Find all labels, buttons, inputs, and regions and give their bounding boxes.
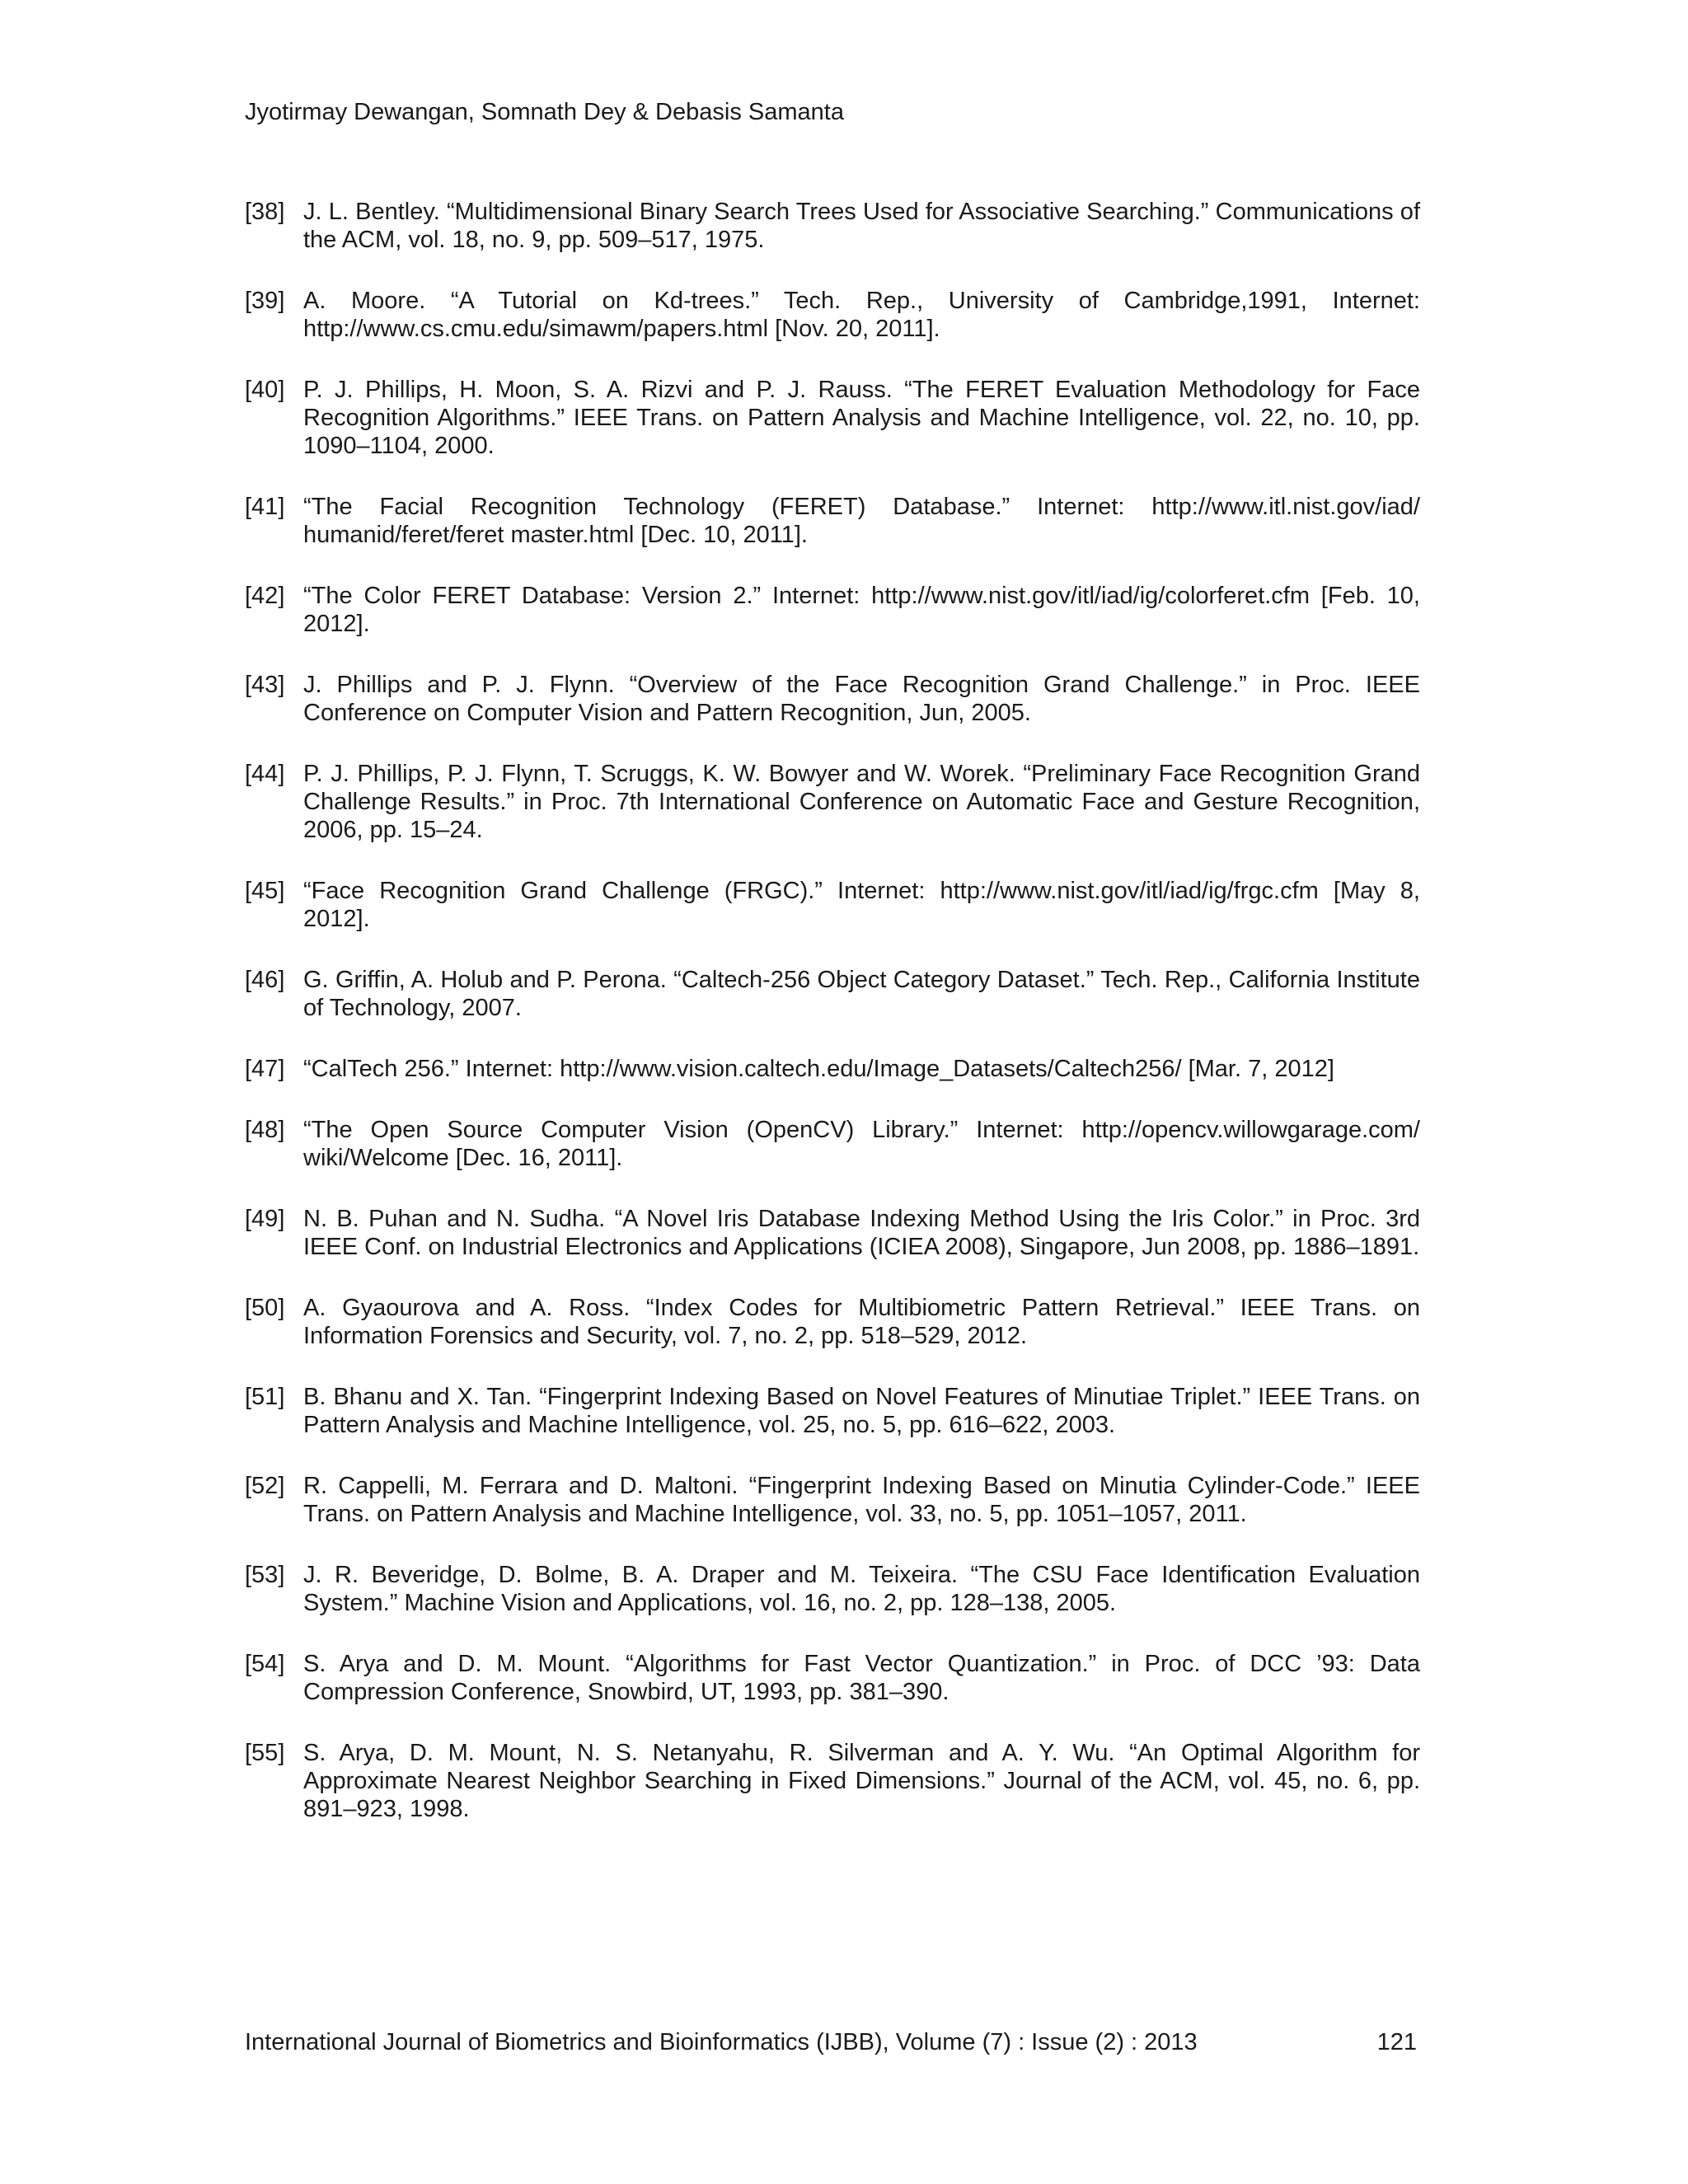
reference-item bbox=[245, 1650, 1420, 1706]
reference-number: [44] bbox=[245, 761, 285, 787]
reference-number: [42] bbox=[245, 583, 285, 609]
reference-item bbox=[245, 760, 1420, 844]
reference-item bbox=[245, 1205, 1420, 1261]
reference-item bbox=[245, 1472, 1420, 1528]
reference-number: [53] bbox=[245, 1562, 285, 1588]
reference-item bbox=[245, 1739, 1420, 1823]
reference-text: “The Facial Recognition Technology (FERET) Database.” Internet: http://www.itl.nist.gov/iad/ humanid/feret/feret master.html [Dec. 10, 2011]. bbox=[303, 494, 1420, 548]
reference-item bbox=[245, 1294, 1420, 1350]
reference-text: N. B. Puhan and N. Sudha. “A Novel Iris Database Indexing Method Using the Iris Color.” in Proc. 3rd IEEE Conf. on Industrial Electronics and Applications (ICIEA 2008), Singapore, Jun 2008, pp. 1886–1891. bbox=[303, 1206, 1420, 1260]
reference-text: “The Color FERET Database: Version 2.” Internet: http://www.nist.gov/itl/iad/ig/colorferet.cfm [Feb. 10, 2012]. bbox=[303, 583, 1420, 637]
reference-item bbox=[245, 198, 1420, 254]
reference-text: A. Gyaourova and A. Ross. “Index Codes for Multibiometric Pattern Retrieval.” IEEE Trans. on Information Forensics and Security, vol. 7, no. 2, pp. 518–529, 2012. bbox=[303, 1295, 1420, 1349]
reference-number: [49] bbox=[245, 1206, 285, 1232]
reference-item bbox=[245, 493, 1420, 549]
reference-text: P. J. Phillips, H. Moon, S. A. Rizvi and P. J. Rauss. “The FERET Evaluation Methodology for Face Recognition Algorithms.” IEEE Trans. on Pattern Analysis and Machine Intelligence, vol. 22, no. 10, pp. 1090–1104, 2000. bbox=[303, 377, 1420, 459]
reference-number: [41] bbox=[245, 494, 285, 520]
reference-number: [50] bbox=[245, 1295, 285, 1321]
reference-item bbox=[245, 582, 1420, 638]
reference-text: J. L. Bentley. “Multidimensional Binary Search Trees Used for Associative Searching.” Communications of the ACM, vol. 18, no. 9, pp. 509–517, 1975. bbox=[303, 199, 1420, 253]
reference-item bbox=[245, 287, 1420, 343]
reference-number: [45] bbox=[245, 878, 285, 904]
reference-text: S. Arya, D. M. Mount, N. S. Netanyahu, R. Silverman and A. Y. Wu. “An Optimal Algorithm for Approximate Nearest Neighbor Searching in Fixed Dimensions.” Journal of the ACM, vol. 45, no. 6, pp. 891–923, 1998. bbox=[303, 1740, 1420, 1822]
reference-item bbox=[245, 671, 1420, 727]
reference-item bbox=[245, 1116, 1420, 1172]
reference-item bbox=[245, 1055, 1420, 1083]
running-header: Jyotirmay Dewangan, Somnath Dey & Debasis Samanta bbox=[245, 99, 844, 125]
reference-number: [55] bbox=[245, 1740, 285, 1766]
reference-number: [39] bbox=[245, 288, 285, 314]
page-number: 121 bbox=[1376, 2029, 1417, 2055]
reference-number: [54] bbox=[245, 1651, 285, 1677]
reference-text: G. Griffin, A. Holub and P. Perona. “Caltech-256 Object Category Dataset.” Tech. Rep., California Institute of Technology, 2007. bbox=[303, 967, 1420, 1021]
reference-text: A. Moore. “A Tutorial on Kd-trees.” Tech. Rep., University of Cambridge,1991, Internet: http://www.cs.cmu.edu/simawm/papers.html [Nov. 20, 2011]. bbox=[303, 288, 1420, 342]
reference-text: “CalTech 256.” Internet: http://www.vision.caltech.edu/Image_Datasets/Caltech256/ [Mar. 7, 2012] bbox=[303, 1056, 1334, 1082]
reference-item bbox=[245, 1561, 1420, 1617]
reference-text: B. Bhanu and X. Tan. “Fingerprint Indexing Based on Novel Features of Minutiae Triplet.” IEEE Trans. on Pattern Analysis and Machine Intelligence, vol. 25, no. 5, pp. 616–622, 2003. bbox=[303, 1384, 1420, 1438]
reference-text: J. R. Beveridge, D. Bolme, B. A. Draper and M. Teixeira. “The CSU Face Identification Evaluation System.” Machine Vision and Applications, vol. 16, no. 2, pp. 128–138, 2005. bbox=[303, 1562, 1420, 1616]
reference-item bbox=[245, 1383, 1420, 1439]
reference-text: J. Phillips and P. J. Flynn. “Overview of the Face Recognition Grand Challenge.” in Proc. IEEE Conference on Computer Vision and Pattern Recognition, Jun, 2005. bbox=[303, 672, 1420, 726]
reference-number: [51] bbox=[245, 1384, 285, 1410]
reference-number: [47] bbox=[245, 1056, 285, 1082]
reference-item bbox=[245, 376, 1420, 460]
footer-journal-info: International Journal of Biometrics and Bioinformatics (IJBB), Volume (7) : Issue (2) : 2013 bbox=[245, 2029, 1198, 2055]
reference-number: [46] bbox=[245, 967, 285, 993]
reference-text: S. Arya and D. M. Mount. “Algorithms for Fast Vector Quantization.” in Proc. of DCC ’93: Data Compression Conference, Snowbird, UT, 1993, pp. 381–390. bbox=[303, 1651, 1420, 1705]
reference-number: [40] bbox=[245, 377, 285, 403]
reference-item bbox=[245, 966, 1420, 1022]
reference-text: R. Cappelli, M. Ferrara and D. Maltoni. “Fingerprint Indexing Based on Minutia Cylinder-Code.” IEEE Trans. on Pattern Analysis and Machine Intelligence, vol. 33, no. 5, pp. 1051–1057, 2011. bbox=[303, 1473, 1420, 1527]
reference-text: P. J. Phillips, P. J. Flynn, T. Scruggs, K. W. Bowyer and W. Worek. “Preliminary Face Recognition Grand Challenge Results.” in Proc. 7th International Conference on Automatic Face and Gesture Recognition, 2006, pp. 15–24. bbox=[303, 761, 1420, 843]
reference-number: [43] bbox=[245, 672, 285, 698]
reference-text: “The Open Source Computer Vision (OpenCV) Library.” Internet: http://opencv.willowgarage.com/ wiki/Welcome [Dec. 16, 2011]. bbox=[303, 1117, 1420, 1171]
reference-number: [48] bbox=[245, 1117, 285, 1143]
reference-list bbox=[245, 198, 1420, 1856]
reference-text: “Face Recognition Grand Challenge (FRGC).” Internet: http://www.nist.gov/itl/iad/ig/frgc.cfm [May 8, 2012]. bbox=[303, 878, 1420, 932]
reference-number: [38] bbox=[245, 199, 285, 225]
reference-number: [52] bbox=[245, 1473, 285, 1499]
reference-item bbox=[245, 877, 1420, 933]
